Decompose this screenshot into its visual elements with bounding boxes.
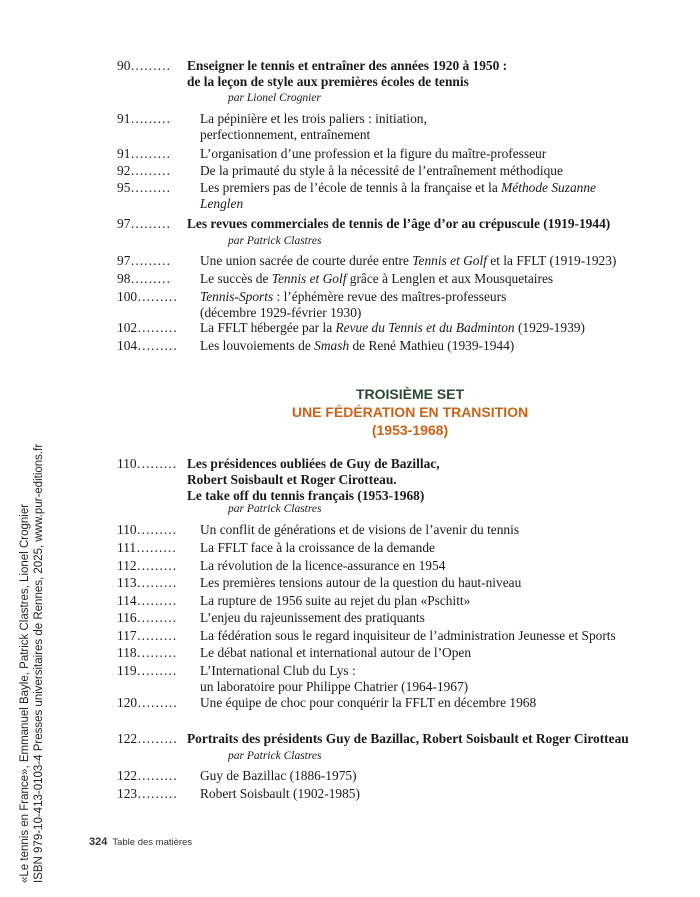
section-title: UNE FÉDÉRATION EN TRANSITION: [291, 404, 529, 420]
author-credit: par Patrick Clastres: [228, 750, 322, 762]
section-years: (1953-1968): [371, 422, 449, 438]
author-credit: par Patrick Clastres: [228, 235, 322, 247]
author-credit: par Lionel Crognier: [228, 92, 321, 104]
page-footer: [89, 836, 192, 848]
sidebar-isbn: ISBN 979-10-413-0103-4 Presses universitaires de Rennes, 2025, www.pur-editions.fr: [33, 443, 45, 883]
copyright-sidebar: [18, 383, 46, 883]
page-number: 90………: [117, 58, 171, 73]
section-set-label: TROISIÈME SET: [355, 386, 465, 402]
toc-page: 90……… Enseigner le tennis et entraîner des années 1920 à 1950 : de la leçon de style aux premières écoles de tennis par Lionel Crognier 91……… La pépinière et les trois paliers : initiation, perfectionnement, entraînement 91……… L’organisation d’une profession et la figure du maître-professeur 92……… De la primauté du style à la nécessité de l’entraînement méthodique 95……… Les premiers pas de l’école de tennis à la française et la Méthode Suzanne Lenglen 97……… Les revues commerciales de tennis de l’âge d’or au crépuscule (1919-1944) par Patrick Clastres 97……… Une union sacrée de courte durée entre Tennis et Golf et la FFLT (1919-1923) 98……… Le succès de Tennis et Golf grâce à Lenglen et aux Mousquetaires 100……… Tennis-Sports : l’éphémère revue des maîtres-professeurs (décembre 1929-février 1930) 102……… La FFLT hébergée par la Revue du Tennis et du Badminton (1929-1939) 104……… Les louvoiements de Smash de René Mathieu (1939-1944) TROISIÈME SET UNE FÉDÉRATION EN TRANSITION (1953-1968) 110……… Les présidences oubliées de Guy de Bazillac, Robert Soisbault et Roger Cirotteau. Le take off du tennis français (1953-1968) par Patrick Clastres 110……… Un conflit de générations et de visions de l’avenir du tennis 111……… La FFLT face à la croissance de la demande 112……… La révolution de la licence-assurance en 1954 113……… Les premières tensions autour de la question du haut-niveau 114……… La rupture de 1956 suite au rejet du plan «Pschitt» 116……… L’enjeu du rajeunissement des pratiquants 117……… La fédération sous le regard inquisiteur de l’administration Jeunesse et Sports 118……… Le débat national et international autour de l’Open 119……… L’International Club du Lys : un laboratoire pour Philippe Chatrier (1964-1967) 120……… Une équipe de choc pour conquérir la FFLT en décembre 1968 122……… Portraits des présidents Guy de Bazillac, Robert Soisbault et Roger Cirotteau par Patrick Clastres 122……… Guy de Bazillac (1886-1975) 123……… Robert Soisbault (1902-1985) 324 Table des matières «Le tennis en France», Emmanuel Bayle, Patrick Clastres, Lionel Crognier ISBN 979-10-413-0103-4 Presses universitaires de Rennes, 2025, www.pur-editions.fr: [0, 0, 700, 897]
sidebar-citation: «Le tennis en France», Emmanuel Bayle, Patrick Clastres, Lionel Crognier: [19, 503, 31, 883]
entry-title: Enseigner le tennis et entraîner des années 1920 à 1950 : de la leçon de style aux premières écoles de tennis: [187, 58, 508, 89]
footer-page-number: 324: [89, 836, 108, 848]
footer-label: Table des matières: [112, 837, 193, 848]
author-credit: par Patrick Clastres: [228, 503, 322, 515]
